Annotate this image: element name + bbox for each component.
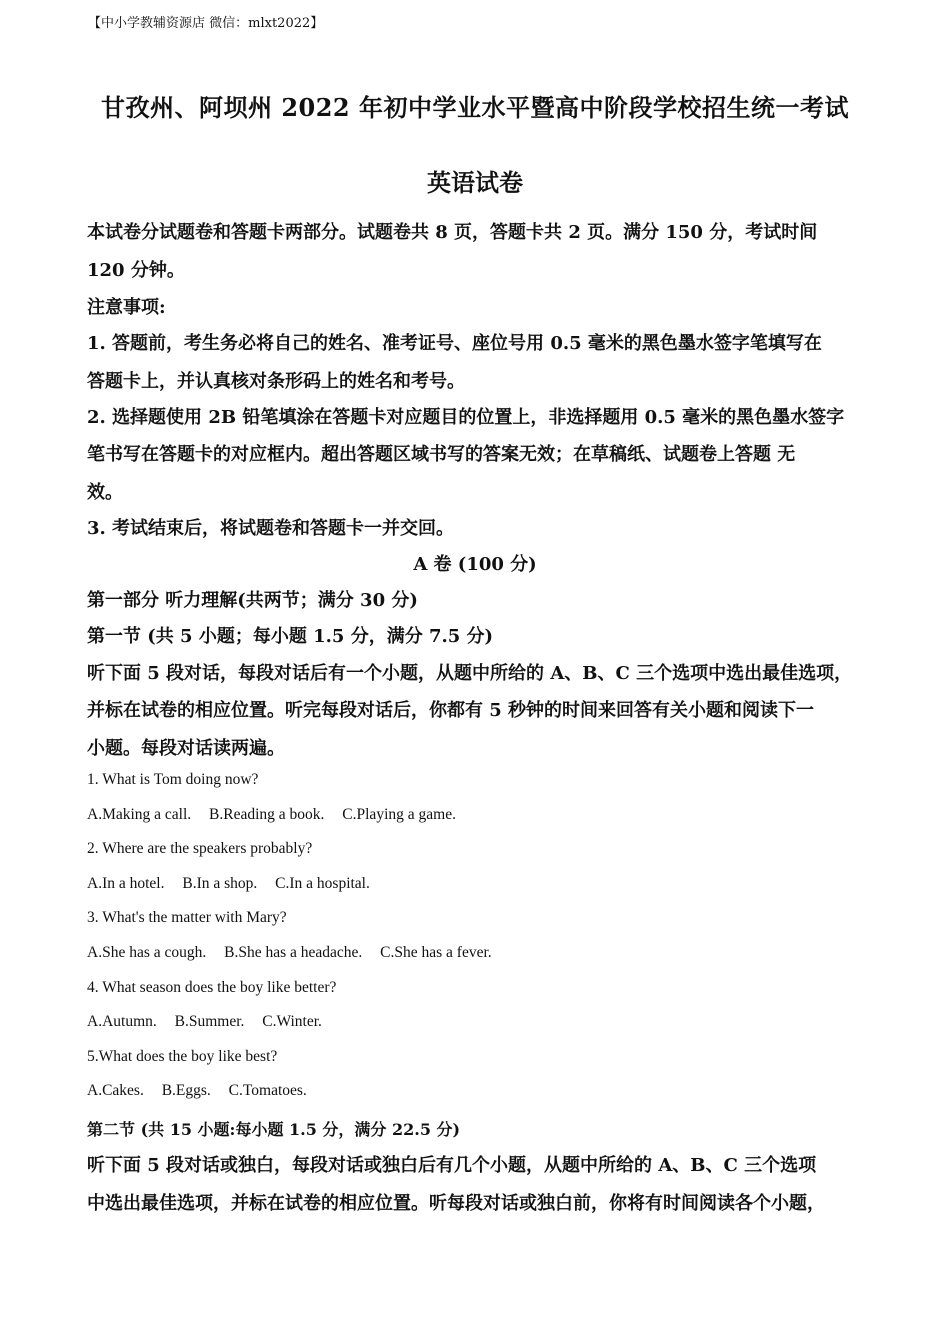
section-1-instruction-3: 小题。每段对话读两遍。 <box>87 738 285 759</box>
note-3: 3. 考试结束后，将试题卷和答题卡一并交回。 <box>87 518 455 539</box>
question-2-options <box>87 875 384 893</box>
option-a: A.Cakes. <box>87 1082 144 1099</box>
option-b: B.In a shop. <box>182 875 258 892</box>
intro-line-2: 120 分钟。 <box>87 260 185 281</box>
question-4-options <box>87 1013 336 1031</box>
intro-line-1: 本试卷分试题卷和答题卡两部分。试题卷共 8 页，答题卡共 2 页。满分 150 分，考试时间 <box>87 222 818 243</box>
question-1-stem: 1. What is Tom doing now? <box>87 771 259 788</box>
question-5-stem: 5.What does the boy like best? <box>87 1048 278 1065</box>
section-2-instruction-1: 听下面 5 段对话或独白，每段对话或独白后有几个小题，从题中所给的 A、B、C 三个选项 <box>87 1155 817 1176</box>
note-2-line-1: 2. 选择题使用 2B 铅笔填涂在答题卡对应题目的位置上，非选择题用 0.5 毫米的黑色墨水签字 <box>87 407 845 428</box>
option-c: C.Playing a game. <box>342 806 456 823</box>
section-2-instruction-2: 中选出最佳选项，并标在试卷的相应位置。听每段对话或独白前，你将有时间阅读各个小题， <box>87 1193 825 1214</box>
section-1-heading: 第一节 (共 5 小题；每小题 1.5 分，满分 7.5 分) <box>87 626 494 647</box>
option-b: B.She has a headache. <box>224 944 363 961</box>
note-1-line-2: 答题卡上，并认真核对条形码上的姓名和考号。 <box>87 371 465 392</box>
section-1-instruction-1: 听下面 5 段对话，每段对话后有一个小题，从题中所给的 A、B、C 三个选项中选出最佳选项， <box>87 663 853 684</box>
section-2-heading: 第二节 (共 15 小题:每小题 1.5 分，满分 22.5 分) <box>87 1120 461 1139</box>
option-c: C.She has a fever. <box>380 944 492 961</box>
option-b: B.Reading a book. <box>209 806 325 823</box>
exam-subtitle: 英语试卷 <box>427 168 523 197</box>
notes-heading: 注意事项: <box>87 297 166 318</box>
option-b: B.Summer. <box>174 1013 245 1030</box>
section-a-title: A 卷 (100 分) <box>413 554 537 575</box>
option-a: A.Making a call. <box>87 806 192 823</box>
option-a: A.In a hotel. <box>87 875 165 892</box>
part-1-heading: 第一部分 听力理解(共两节；满分 30 分) <box>87 590 418 611</box>
question-1-options <box>87 806 470 824</box>
question-5-options <box>87 1082 321 1100</box>
question-3-stem: 3. What's the matter with Mary? <box>87 909 287 926</box>
note-2-line-3: 效。 <box>87 482 123 503</box>
note-1-line-1: 1. 答题前，考生务必将自己的姓名、准考证号、座位号用 0.5 毫米的黑色墨水签字笔填写在 <box>87 333 822 354</box>
question-4-stem: 4. What season does the boy like better? <box>87 979 337 996</box>
section-1-instruction-2: 并标在试卷的相应位置。听完每段对话后，你都有 5 秒钟的时间来回答有关小题和阅读下一 <box>87 700 815 721</box>
question-3-options <box>87 944 506 962</box>
exam-title: 甘孜州、阿坝州 2022 年初中学业水平暨高中阶段学校招生统一考试 <box>100 93 849 122</box>
option-a: A.Autumn. <box>87 1013 157 1030</box>
note-2-line-2: 笔书写在答题卡的对应框内。超出答题区域书写的答案无效；在草稿纸、试题卷上答题 无 <box>87 444 796 465</box>
header-note: 【中小学教辅资源店 微信：mlxt2022】 <box>88 16 324 31</box>
option-a: A.She has a cough. <box>87 944 207 961</box>
option-c: C.Tomatoes. <box>228 1082 307 1099</box>
option-b: B.Eggs. <box>161 1082 211 1099</box>
question-2-stem: 2. Where are the speakers probably? <box>87 840 313 857</box>
option-c: C.Winter. <box>262 1013 322 1030</box>
option-c: C.In a hospital. <box>275 875 370 892</box>
